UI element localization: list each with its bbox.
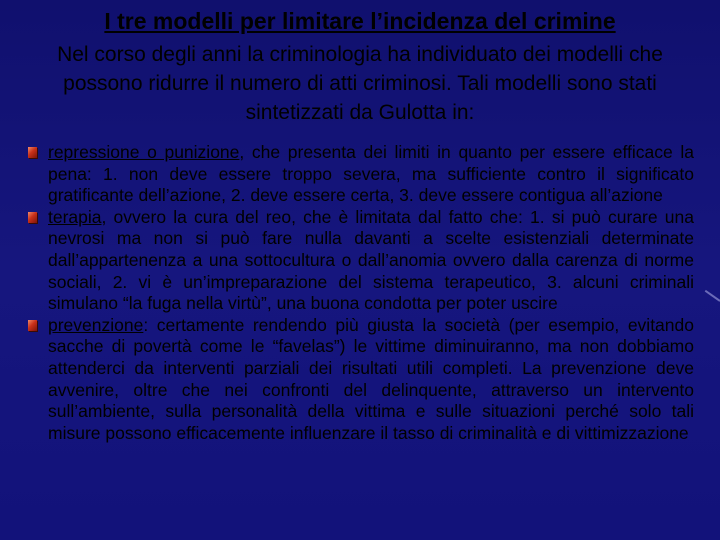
- slide-title: I tre modelli per limitare l’incidenza del crimine: [104, 8, 616, 34]
- intro-paragraph: Nel corso degli anni la criminologia ha individuato dei modelli che possono ridurre il numero di atti criminosi. Tali modelli sono stati sintetizzati da Gulotta in:: [57, 43, 663, 124]
- bullet-term: prevenzione: [48, 314, 144, 335]
- decorative-line: [705, 290, 720, 302]
- bullet-text: , che presenta dei limiti in quanto per essere efficace la pena: 1. non deve essere troppo severa, ma sufficiente contro il significato gratificante dell’azione, 2. deve essere certa, 3. deve essere contigua all’azione: [48, 142, 694, 206]
- bullet-list: [28, 142, 694, 444]
- bullet-item-terapia: [28, 207, 694, 315]
- bullet-square-icon: [28, 320, 37, 331]
- bullet-text: : certamente rendendo più giusta la società (per esempio, evitando sacche di povertà come le “favelas”) le vittime diminuiranno, ma non dobbiamo attenderci da interventi parziali dei risultati utili completi. La prevenzione deve avvenire, oltre che nei confronti del delinquente, attraverso un intervento sull’ambiente, sulla personalità della vittima e sulle situazioni perché solo tali misure possono efficacemente influenzare il tasso di criminalità e di vittimizzazione: [48, 314, 694, 443]
- bullet-item-prevenzione: [28, 315, 694, 445]
- bullet-square-icon: [28, 212, 37, 223]
- bullet-item-repressione: [28, 142, 694, 207]
- bullet-text: , ovvero la cura del reo, che è limitata dal fatto che: 1. si può curare una nevrosi ma non si può fare nulla davanti a scelte esistenziali determinate dall’appartenenza a una sottocultura o dall’anomia ovvero dalla carenza di norme sociali, 2. vi è un’impreparazione del sistema terapeutico, 3. alcuni criminali simulano “la fuga nella virtù”, una buona condotta per poter uscire: [48, 206, 694, 314]
- bullet-term: terapia: [48, 206, 102, 227]
- bullet-square-icon: [28, 147, 37, 158]
- bullet-term: repressione o punizione: [48, 142, 240, 162]
